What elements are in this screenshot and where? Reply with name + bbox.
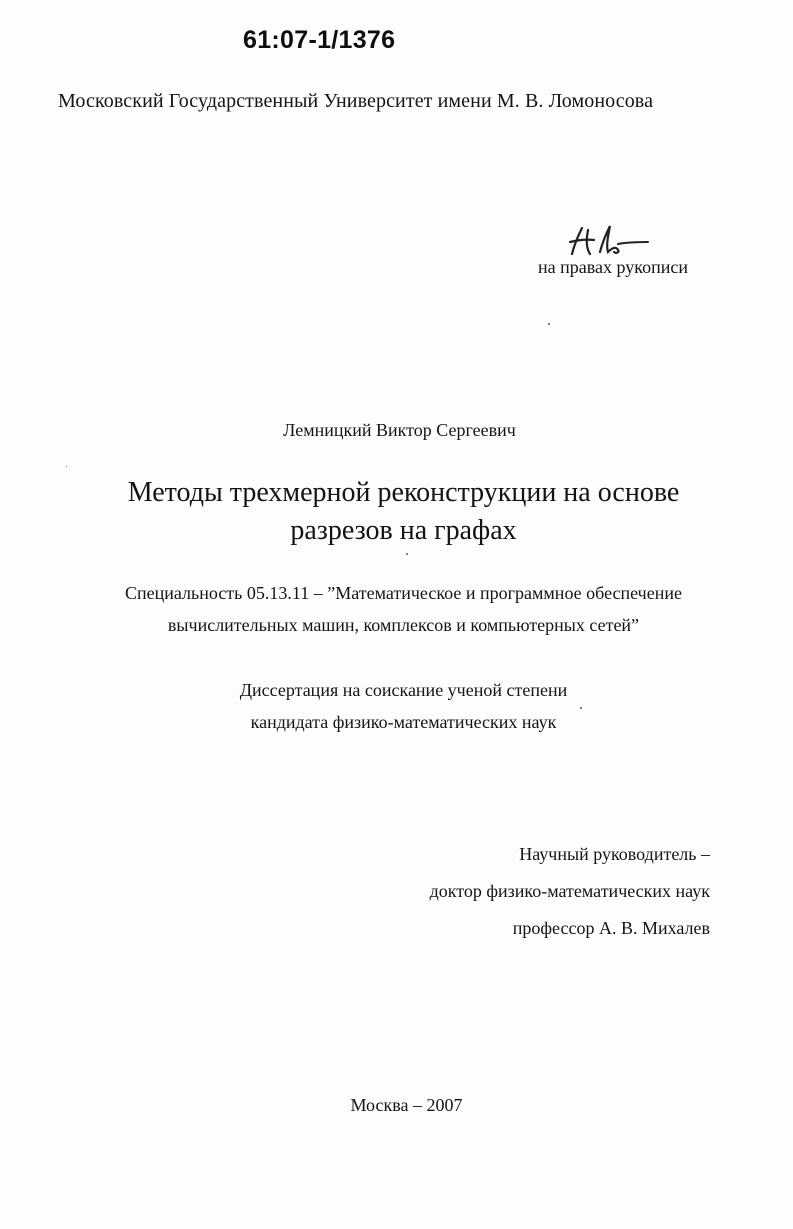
city-and-year: Москва – 2007 bbox=[350, 1095, 463, 1115]
handwritten-signature bbox=[560, 222, 650, 262]
supervisor-title: доктор физико-математических наук bbox=[429, 881, 710, 901]
title-line-1: Методы трехмерной реконструкции на основе bbox=[127, 477, 680, 508]
supervisor-block bbox=[430, 836, 710, 947]
specialty-line-2: вычислительных машин, комплексов и компьютерных сетей” bbox=[167, 615, 640, 635]
specialty-statement bbox=[0, 577, 793, 641]
scan-speck bbox=[548, 323, 550, 325]
specialty-line-1: Специальность 05.13.11 – ”Математическое и программное обеспечение bbox=[125, 583, 682, 603]
manuscript-rights-note: на правах рукописи bbox=[538, 257, 688, 277]
degree-line-2: кандидата физико-математических наук bbox=[250, 712, 557, 732]
scan-speck bbox=[66, 466, 67, 467]
scan-speck bbox=[406, 553, 408, 555]
supervisor-role: Научный руководитель – bbox=[519, 844, 710, 864]
title-line-2: разрезов на графах bbox=[290, 515, 517, 546]
author-name: Лемницкий Виктор Сергеевич bbox=[283, 420, 516, 440]
university-name: Московский Государственный Университет имени М. В. Ломоносова bbox=[58, 90, 654, 112]
degree-statement bbox=[0, 674, 793, 738]
scan-speck bbox=[580, 707, 582, 709]
supervisor-name: профессор А. В. Михалев bbox=[512, 918, 710, 938]
dissertation-title bbox=[0, 474, 793, 550]
archive-stamp-number: 61:07-1/1376 bbox=[243, 26, 396, 54]
degree-line-1: Диссертация на соискание ученой степени bbox=[239, 680, 568, 700]
